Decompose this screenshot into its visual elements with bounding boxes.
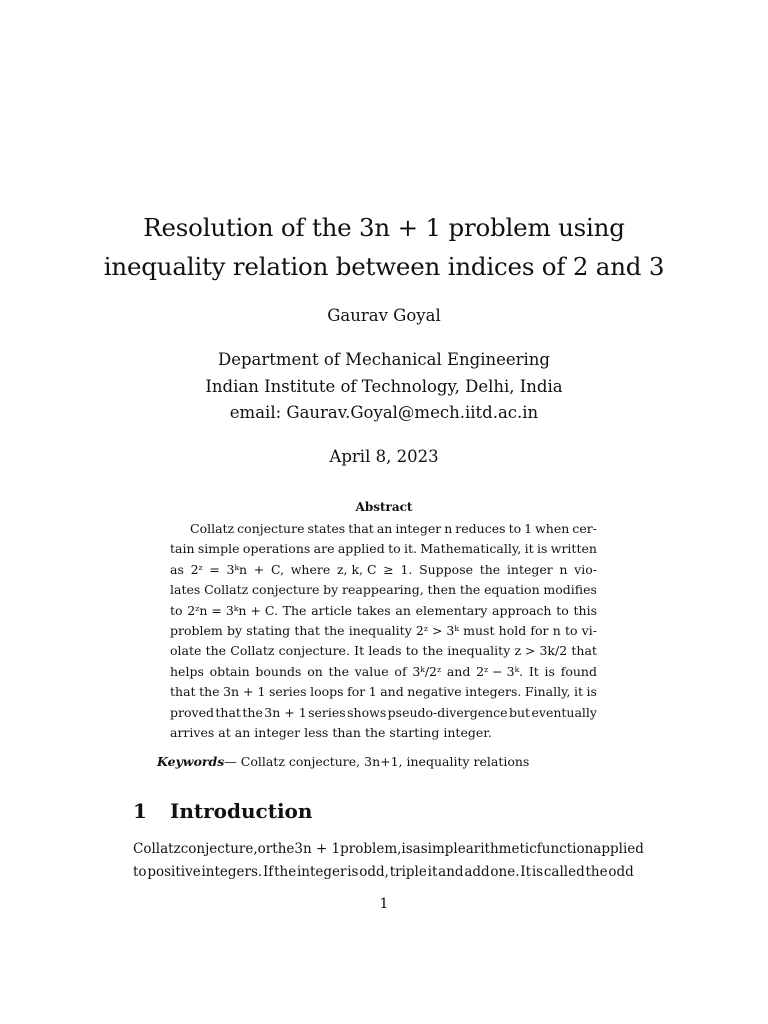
word: = — [209, 561, 220, 577]
word: that — [170, 684, 196, 700]
word: It — [528, 663, 539, 679]
word: function — [536, 841, 594, 857]
word: this — [573, 602, 597, 618]
word: it — [524, 541, 534, 557]
word: by — [226, 623, 243, 639]
word: stating — [246, 623, 291, 639]
word: or — [257, 841, 273, 857]
word: at — [218, 725, 231, 741]
word: to — [405, 643, 419, 659]
word: the — [364, 725, 386, 741]
word: odd — [608, 863, 634, 880]
word: the — [459, 582, 481, 598]
word: Mathematically, — [420, 541, 522, 557]
word: it — [573, 684, 583, 700]
word: an — [234, 725, 251, 741]
word: that — [571, 643, 597, 659]
abstract-line — [170, 621, 597, 641]
word: 3ᵏ/2ᶻ — [412, 663, 442, 679]
word: problem — [170, 623, 223, 639]
word: add — [464, 863, 490, 880]
word: than — [332, 725, 361, 741]
abstract-line — [170, 560, 597, 580]
word: found — [560, 663, 597, 679]
word: when — [535, 521, 570, 536]
word: 1. — [400, 561, 413, 577]
word: z > 3k/2 — [514, 643, 568, 659]
word: is — [401, 841, 413, 857]
word: the — [479, 561, 501, 577]
word: elementary — [415, 602, 488, 618]
keywords-line — [157, 754, 529, 769]
word: n — [552, 623, 561, 639]
word: 1 — [368, 684, 377, 700]
word: problem, — [340, 841, 402, 857]
abstract-heading: Abstract — [355, 500, 413, 514]
word: 2ᶻ > 3ᵏ — [415, 623, 459, 639]
abstract-line — [170, 519, 597, 539]
section-title: Introduction — [170, 799, 313, 823]
word: an — [376, 521, 393, 536]
page-number: 1 — [379, 896, 389, 912]
word: arithmetic — [465, 841, 537, 857]
word: proved — [170, 704, 214, 720]
word: negative — [407, 684, 462, 700]
word: to — [564, 623, 578, 639]
word: it — [427, 863, 438, 880]
word: integer — [254, 725, 301, 741]
word: vi- — [581, 623, 597, 639]
word: It — [520, 863, 532, 880]
word: conjecture — [237, 521, 305, 536]
title-line: Resolution of the 3n + 1 problem using — [143, 213, 625, 242]
word: vio- — [574, 561, 597, 577]
word: integer — [395, 521, 442, 536]
word: Suppose — [419, 561, 474, 577]
word: by — [323, 582, 339, 598]
word: reappearing, — [342, 582, 424, 598]
word: + — [253, 561, 265, 577]
section-heading — [133, 799, 312, 823]
word: If — [262, 863, 274, 880]
word: series — [268, 684, 307, 700]
word: tain — [170, 541, 195, 557]
word: 3n + 1 — [264, 704, 307, 720]
abstract-line — [170, 682, 597, 702]
body-line — [133, 838, 644, 861]
word: odd, — [359, 863, 389, 880]
word: 2ᶻ − 3ᵏ. — [476, 663, 524, 679]
word: hold — [498, 623, 527, 639]
word: It — [354, 643, 365, 659]
word: 3ᵏn — [226, 561, 248, 577]
word: starting — [389, 725, 440, 741]
word: to — [133, 863, 147, 880]
abstract-line — [170, 703, 597, 723]
title-line: inequality relation between indices of 2 and 3 — [103, 252, 665, 281]
word: The — [282, 602, 307, 618]
word: for — [347, 684, 366, 700]
word: equation — [484, 582, 540, 598]
word: that — [348, 521, 374, 536]
word: Collatz — [204, 582, 249, 598]
word: shows — [347, 704, 387, 720]
word: loops — [310, 684, 344, 700]
word: modifies — [543, 582, 597, 598]
word: to — [388, 541, 401, 557]
word: integers. — [201, 863, 263, 880]
word: Collatz — [133, 841, 181, 857]
word: that — [215, 704, 241, 720]
word: cer- — [572, 521, 597, 536]
word: Collatz — [230, 643, 275, 659]
word: n — [444, 521, 453, 536]
word: the — [274, 863, 297, 880]
word: n — [559, 561, 568, 577]
abstract-body — [170, 519, 597, 743]
word: is — [586, 684, 597, 700]
word: states — [307, 521, 346, 536]
word: leads — [368, 643, 402, 659]
word: simple — [197, 541, 240, 557]
word: integer. — [443, 725, 492, 741]
word: conjecture. — [278, 643, 350, 659]
word: to — [170, 602, 183, 618]
word: 1 — [524, 521, 533, 536]
word: and — [438, 863, 464, 880]
word: applied — [593, 841, 644, 857]
word: integers. — [465, 684, 522, 700]
word: lates — [170, 582, 201, 598]
word: is — [531, 863, 544, 880]
word: integer — [506, 561, 553, 577]
word: the — [328, 663, 349, 679]
word: pseudo-divergence — [387, 704, 508, 720]
word: conjecture — [252, 582, 320, 598]
word: of — [394, 663, 407, 679]
word: are — [313, 541, 335, 557]
word: arrives — [170, 725, 215, 741]
abstract-line — [170, 641, 597, 661]
word: and — [446, 663, 471, 679]
word: then — [427, 582, 457, 598]
word: Collatz — [190, 521, 235, 536]
word: on — [307, 663, 323, 679]
word: positive — [147, 863, 201, 880]
word: the — [422, 643, 444, 659]
word: the — [199, 684, 220, 700]
paper-date: April 8, 2023 — [329, 447, 439, 466]
word: inequality — [447, 643, 511, 659]
word: C, — [270, 561, 285, 577]
word: eventually — [531, 704, 597, 720]
word: that — [294, 623, 320, 639]
word: takes — [356, 602, 391, 618]
abstract-line — [170, 601, 597, 621]
word: where — [290, 561, 331, 577]
word: less — [304, 725, 329, 741]
word: simple — [420, 841, 466, 857]
word: value — [354, 663, 389, 679]
word: 2ᶻ — [190, 561, 203, 577]
word: but — [508, 704, 531, 720]
word: Finally, — [524, 684, 571, 700]
affiliation-block — [0, 347, 768, 427]
body-line — [133, 861, 634, 884]
word: 3n + 1 — [223, 684, 266, 700]
word: article — [311, 602, 353, 618]
word: and — [380, 684, 404, 700]
body-text — [133, 838, 644, 883]
word: must — [463, 623, 495, 639]
word: is — [347, 863, 359, 880]
section-number: 1 — [133, 799, 147, 823]
word: obtain — [209, 663, 250, 679]
word: is — [536, 541, 548, 557]
word: to — [556, 602, 569, 618]
word: 2ᶻn = 3ᵏn + C. — [187, 602, 278, 618]
word: the — [272, 841, 295, 857]
abstract-line — [170, 580, 597, 600]
paper-title — [60, 208, 708, 286]
affiliation-email: email: Gaurav.Goyal@mech.iitd.ac.in — [229, 403, 539, 422]
word: applied — [337, 541, 385, 557]
word: triple — [389, 863, 427, 880]
word: an — [395, 602, 411, 618]
affiliation-department: Department of Mechanical Engineering — [218, 350, 550, 369]
word: 3n + 1 — [294, 841, 341, 857]
affiliation-institute: Indian Institute of Technology, Delhi, India — [205, 376, 563, 396]
word: approach — [492, 602, 552, 618]
word: to — [508, 521, 522, 536]
word: the — [242, 704, 263, 720]
word: operations — [242, 541, 311, 557]
word: the — [585, 863, 608, 880]
keywords-label: Keywords — [157, 754, 225, 769]
word: as — [170, 561, 184, 577]
abstract-line — [170, 723, 597, 743]
author-name: Gaurav Goyal — [327, 306, 441, 325]
word: series — [308, 704, 346, 720]
word: written — [550, 541, 597, 557]
word: the — [205, 643, 227, 659]
word: reduces — [455, 521, 506, 536]
word: it. — [403, 541, 417, 557]
word: for — [530, 623, 549, 639]
word: conjecture, — [180, 841, 258, 857]
word: ≥ — [383, 561, 394, 577]
abstract-line — [170, 662, 597, 682]
word: one. — [490, 863, 520, 880]
word: z, k, C — [336, 561, 377, 577]
word: the — [324, 623, 345, 639]
word: is — [544, 663, 555, 679]
keywords-text: — Collatz conjecture, 3n+1, inequality relations — [224, 754, 530, 769]
word: olate — [170, 643, 202, 659]
word: helps — [170, 663, 204, 679]
word: integer — [296, 863, 347, 880]
word: called — [543, 863, 585, 880]
word: a — [412, 841, 421, 857]
word: inequality — [348, 623, 412, 639]
abstract-line — [170, 539, 597, 559]
word: bounds — [255, 663, 302, 679]
